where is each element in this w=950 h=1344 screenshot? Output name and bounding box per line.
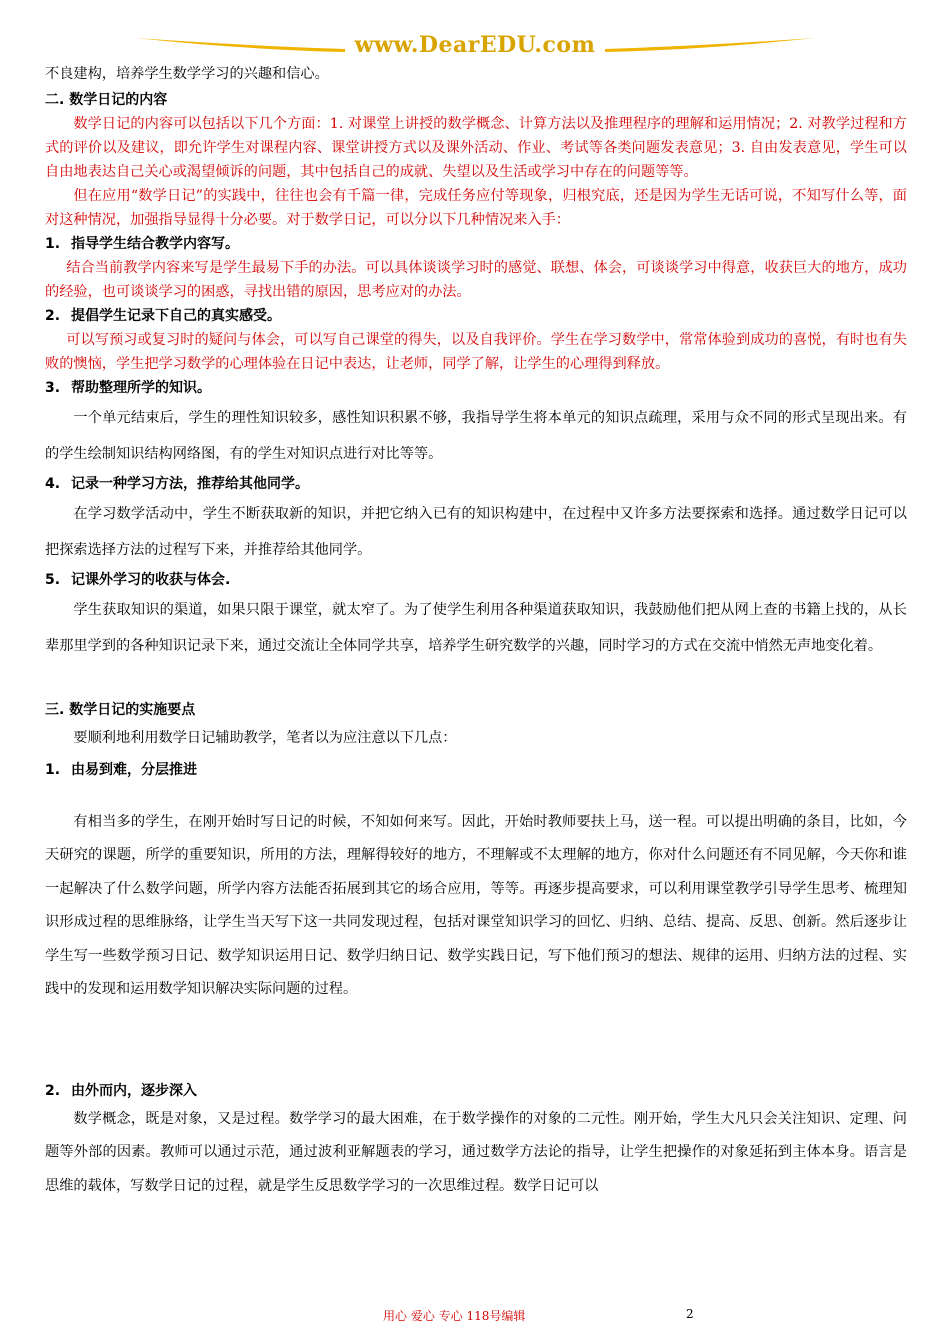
footer-text: 用心 爱心 专心 118号编辑 xyxy=(383,1309,526,1323)
point-paragraph-2: 数学概念，既是对象，又是过程。数学学习的最大困难，在于数学操作的对象的二元性。刚开始，学生大凡只会关注知识、定理、问题等外部的因素。教师可以通过示范，通过波利亚解题表的学习，通过数学方法论的指导，让学生把操作的对象延拓到主体本身。语言是思维的载体，写数学日记的过程，就是学生反思数学学习的一次思维过程。数学日记可以 xyxy=(45,1110,907,1194)
item-number: 4. xyxy=(45,476,61,492)
section-heading-3: 三. 数学日记的实施要点 xyxy=(45,702,196,718)
item-title: 提倡学生记录下自己的真实感受。 xyxy=(71,308,281,324)
item-paragraph-1: 结合当前教学内容来写是学生最易下手的办法。可以具体谈谈学习时的感觉、联想、体会，可谈谈学习中得意，收获巨大的地方，成功的经验，也可谈谈学习的困惑，寻找出错的原因，思考应对的办法。 xyxy=(45,260,907,300)
item-number: 3. xyxy=(45,380,61,396)
page-number: 2 xyxy=(686,1307,694,1321)
item-heading-1 xyxy=(45,232,907,256)
paragraph-content: 数学日记的内容可以包括以下几个方面：1. 对课堂上讲授的数学概念、计算方法以及推理程序的理解和运用情况；2. 对教学过程和方式的评价以及建议，即允许学生对课程内容、课堂讲授方式以及课外活动、作业、考试等各类问题发表意见；3. 自由发表意见，学生可以自由地表达自己关心或渴望倾诉的问题，其中包括自己的成就、失望以及生活或学习中存在的问题等等。 xyxy=(45,116,907,180)
item-paragraph-3: 一个单元结束后，学生的理性知识较多，感性知识积累不够，我指导学生将本单元的知识点疏理，采用与众不同的形式呈现出来。有的学生绘制知识结构网络图，有的学生对知识点进行对比等等。 xyxy=(45,410,907,462)
document-body xyxy=(45,62,907,1203)
item-heading-4 xyxy=(45,472,907,496)
paragraph-implementation: 要顺利地利用数学日记辅助教学，笔者以为应注意以下几点： xyxy=(73,730,457,746)
item-number: 1. xyxy=(45,236,61,252)
item-title: 记录一种学习方法，推荐给其他同学。 xyxy=(71,476,309,492)
item-number: 2. xyxy=(45,308,61,324)
item-title: 指导学生结合教学内容写。 xyxy=(71,236,239,252)
point-title: 由外而内，逐步深入 xyxy=(71,1082,197,1099)
site-logo-text: www.DearEDU.com xyxy=(354,32,596,58)
paragraph-intro: 不良建构，培养学生数学学习的兴趣和信心。 xyxy=(45,66,329,82)
item-paragraph-5: 学生获取知识的渠道，如果只限于课堂，就太窄了。为了使学生利用各种渠道获取知识，我鼓励他们把从网上查的书籍上找的，从长辈那里学到的各种知识记录下来，通过交流让全体同学共享，培养学生研究数学的兴趣，同时学习的方式在交流中悄然无声地变化着。 xyxy=(45,602,907,654)
point-number: 2. xyxy=(45,1082,61,1099)
point-heading-2 xyxy=(45,1079,907,1103)
section-heading-2: 二. 数学日记的内容 xyxy=(45,92,168,108)
item-paragraph-4: 在学习数学活动中，学生不断获取新的知识，并把它纳入已有的知识构建中，在过程中又许多方法要探索和选择。通过数学日记可以把探索选择方法的过程写下来，并推荐给其他同学。 xyxy=(45,506,907,558)
item-title: 帮助整理所学的知识。 xyxy=(71,380,211,396)
item-title: 记课外学习的收获与体会. xyxy=(71,572,231,588)
item-heading-5 xyxy=(45,568,907,592)
point-paragraph-1: 有相当多的学生，在刚开始时写日记的时候，不知如何来写。因此，开始时教师要扶上马，送一程。可以提出明确的条目，比如，今天研究的课题，所学的重要知识，所用的方法，理解得较好的地方，不理解或不太理解的地方，你对什么问题还有不同见解，今天你和谁一起解决了什么数学问题，所学内容方法能否拓展到其它的场合应用，等等。再逐步提高要求，可以利用课堂教学引导学生思考、梳理知识形成过程的思维脉络，让学生当天写下这一共同发现过程，包括对课堂知识学习的回忆、归纳、总结、提高、反思、创新。然后逐步让学生写一些数学预习日记、数学知识运用日记、数学归纳日记、数学实践日记，写下他们预习的想法、规律的运用、归纳方法的过程、实践中的发现和运用数学知识解决实际问题的过程。 xyxy=(45,813,907,997)
point-title: 由易到难，分层推进 xyxy=(71,761,197,778)
item-number: 5. xyxy=(45,572,61,588)
item-paragraph-2: 可以写预习或复习时的疑问与体会，可以写自己课堂的得失，以及自我评价。学生在学习数学中，常常体验到成功的喜悦，有时也有失败的懊恼，学生把学习数学的心理体验在日记中表达，让老师，同学了解，让学生的心理得到释放。 xyxy=(45,332,907,372)
point-number: 1. xyxy=(45,761,61,778)
item-heading-2 xyxy=(45,304,907,328)
paragraph-practice: 但在应用“数学日记”的实践中，往往也会有千篇一律，完成任务应付等现象，归根究底，还是因为学生无话可说，不知写什么等，面对这种情况，加强指导显得十分必要。对于数学日记，可以分以下几种情况来入手： xyxy=(45,188,907,228)
point-heading-1 xyxy=(45,758,907,782)
item-heading-3 xyxy=(45,376,907,400)
